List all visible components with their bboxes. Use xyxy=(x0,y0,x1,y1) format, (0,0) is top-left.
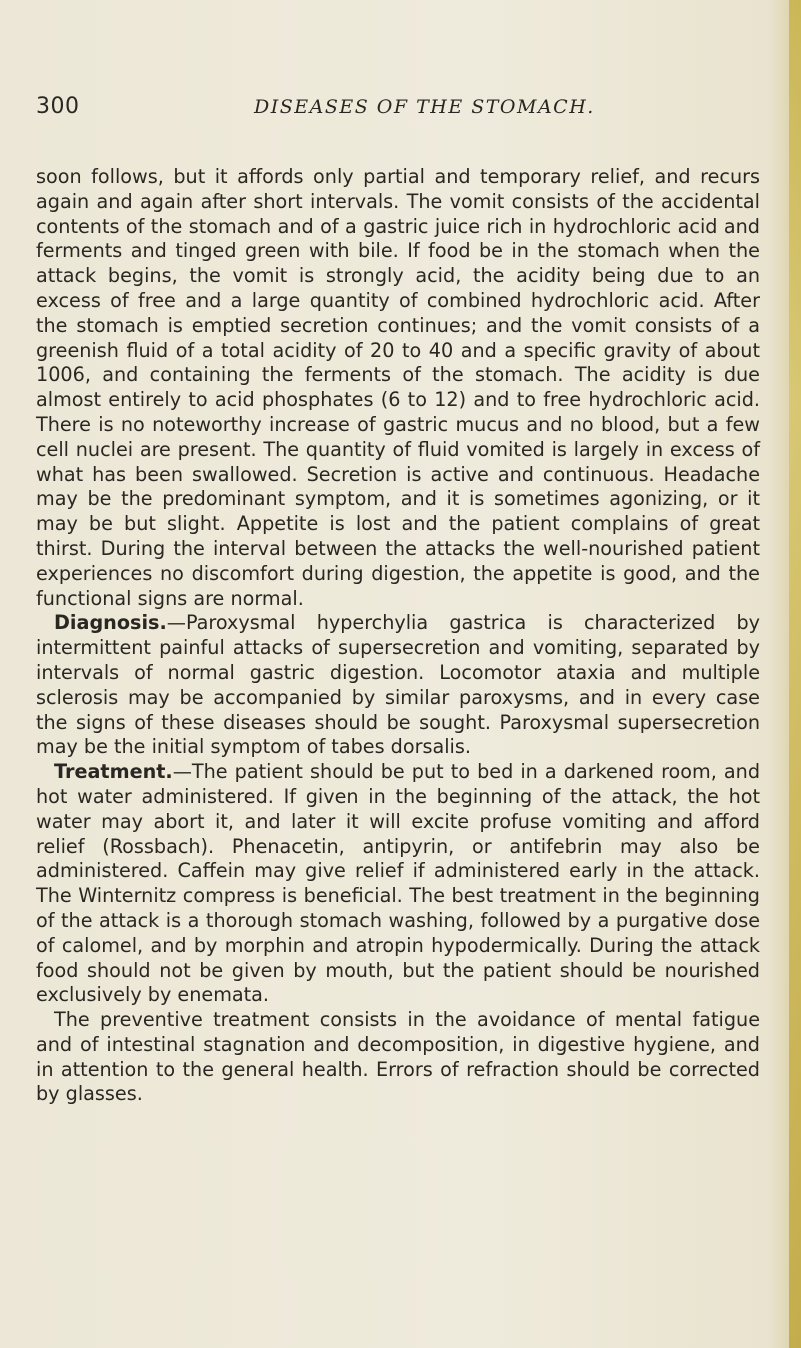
paragraph-treatment xyxy=(36,760,760,1008)
treatment-heading: Treatment. xyxy=(54,760,173,784)
paragraph-continuation: soon follows, but it affords only partial and temporary relief, and recurs again and again after short intervals. The vomit consists of the accidental contents of the stomach and of a gastric juice rich in hydrochloric acid and ferments and tinged green with bile. If food be in the stomach when the attack begins, the vomit is strongly acid, the acidity being due to an excess of free and a large quantity of combined hydrochloric acid. After the stomach is emptied secretion continues; and the vomit consists of a greenish fluid of a total acidity of 20 to 40 and a specific gravity of about 1006, and containing the ferments of the stomach. The acidity is due almost entirely to acid phosphates (6 to 12) and to free hydrochloric acid. There is no noteworthy increase of gastric mucus and no blood, but a few cell nuclei are present. The quantity of fluid vomited is largely in excess of what has been swallowed. Secretion is active and continuous. Headache may be the predominant symptom, and it is sometimes agonizing, or it may be but slight. Appetite is lost and the patient complains of great thirst. During the interval between the attacks the well-nourished patient experiences no discomfort during digestion, the appetite is good, and the functional signs are normal. xyxy=(36,165,760,610)
paragraph-preventive: The preventive treatment consists in the avoidance of mental fatigue and of intestinal stagnation and decomposition, in digestive hygiene, and in attention to the general health. Errors of refraction should be corrected by glasses. xyxy=(36,1008,760,1106)
body-text xyxy=(36,165,760,1107)
page-header xyxy=(36,94,694,119)
diagnosis-heading: Diagnosis. xyxy=(54,611,167,635)
diagnosis-text: —Paroxysmal hyperchylia gastrica is characterized by intermittent painful attacks of supersecretion and vomiting, separated by intervals of normal gastric digestion. Locomotor ataxia and multiple sclerosis may be accompanied by similar paroxysms, and in every case the signs of these diseases should be sought. Paroxysmal supersecretion may be the initial symptom of tabes dorsalis. xyxy=(36,611,760,759)
treatment-text: —The patient should be put to bed in a darkened room, and hot water administered. If given in the beginning of the attack, the hot water may abort it, and later it will excite profuse vomiting and afford relief (Rossbach). Phenacetin, antipyrin, or antifebrin may also be administered. Caffein may give relief if administered early in the attack. The Winternitz compress is beneficial. The best treatment in the beginning of the attack is a thorough stomach washing, followed by a purgative dose of calomel, and by morphin and atropin hypodermically. During the attack food should not be given by mouth, but the patient should be nourished exclusively by enemata. xyxy=(36,760,760,1007)
paragraph-diagnosis xyxy=(36,611,760,760)
running-head: DISEASES OF THE STOMACH. xyxy=(254,96,595,118)
page-number: 300 xyxy=(36,94,80,119)
page-edge xyxy=(789,0,801,1348)
